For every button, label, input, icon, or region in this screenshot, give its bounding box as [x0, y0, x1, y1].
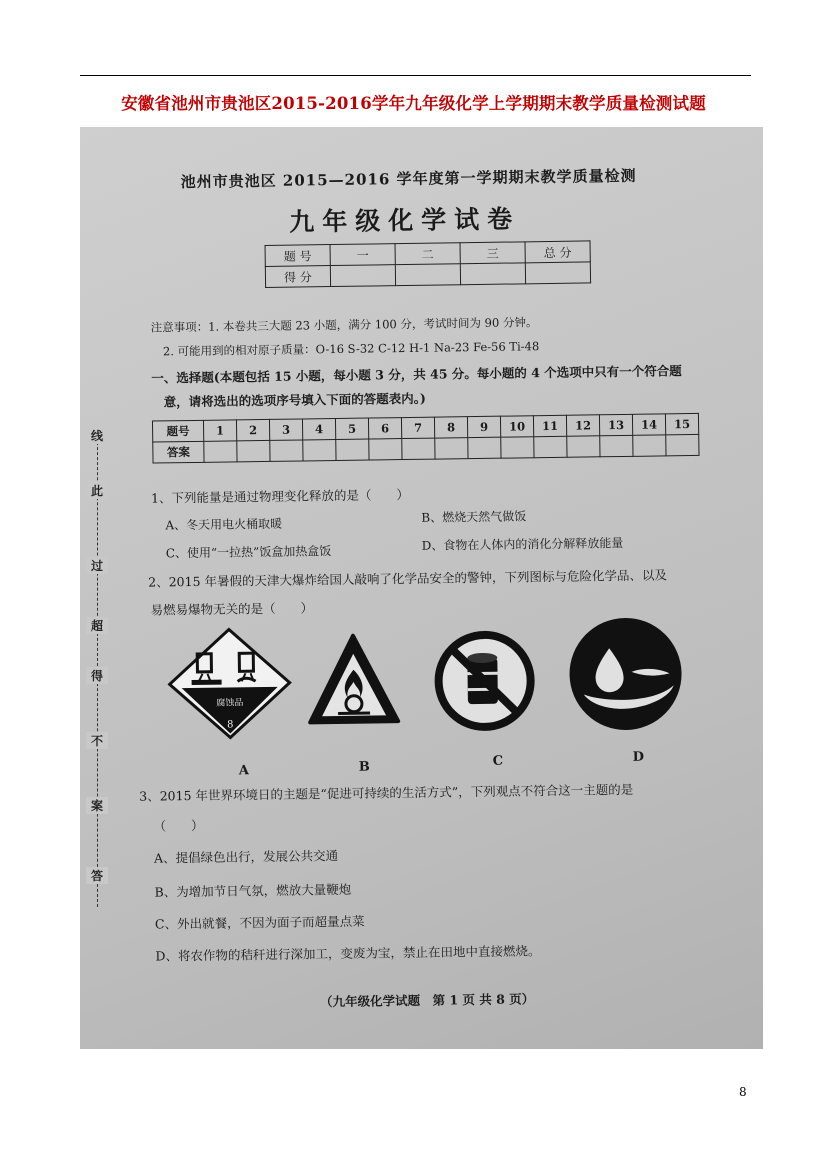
no-barrel-icon [433, 629, 536, 732]
question-1-option-b: B、燃烧天然气做饭 [421, 509, 527, 525]
answer-row-label: 答案 [153, 441, 204, 463]
header-rule [80, 75, 751, 76]
answer-number: 3 [269, 419, 302, 440]
question-3-option-d: D、将农作物的秸秆进行深加工，变废为宝，禁止在田地中直接燃烧。 [155, 943, 541, 964]
icon-a-number: 8 [226, 719, 234, 731]
answer-number: 2 [236, 419, 269, 440]
answer-cell [435, 438, 468, 459]
binding-char: 线 [86, 427, 108, 444]
answer-cell [666, 434, 699, 455]
answer-cell [402, 438, 435, 459]
answer-table [152, 413, 700, 464]
page-number: 8 [739, 1085, 747, 1099]
answer-header-label: 题号 [152, 420, 203, 442]
question-1-option-a: A、冬天用电火桶取暖 [165, 516, 283, 533]
score-cell [460, 263, 525, 285]
document-title: 安徽省池州市贵池区2015-2016学年九年级化学上学期期末教学质量检测试题 [121, 94, 706, 113]
water-drop-icon [565, 613, 687, 735]
binding-char: 答 [86, 867, 108, 884]
icon-label-b: B [358, 759, 370, 775]
note-line: 2. 可能用到的相对原子质量：O-16 S-32 C-12 H-1 Na-23 Fe-56 Ti-48 [162, 339, 540, 359]
answer-number: 14 [632, 414, 665, 435]
exam-photo [80, 127, 763, 1049]
answer-cell [600, 435, 633, 456]
question-1-option-c: C、使用“一拉热”饭盒加热盒饭 [165, 544, 332, 561]
answer-number: 12 [566, 415, 599, 436]
corrosive-hazard-icon [167, 627, 299, 741]
answer-number: 8 [434, 417, 467, 438]
icon-a-text: 腐蚀品 [216, 698, 244, 709]
answer-cell [633, 435, 666, 456]
score-cell: 总 分 [525, 241, 590, 263]
exam-title: 九年级化学试卷 [289, 204, 521, 237]
answer-cell [204, 441, 237, 462]
answer-number: 4 [302, 418, 335, 439]
question-2-stem: 2、2015 年暑假的天津大爆炸给国人敲响了化学品安全的警钟，下列图标与危险化学品、以及 [148, 567, 668, 590]
answer-cell [534, 436, 567, 457]
score-table [265, 240, 592, 288]
answer-number: 13 [599, 414, 632, 435]
score-cell [330, 265, 395, 287]
answer-number: 7 [401, 417, 434, 438]
binding-char: 不 [86, 732, 108, 749]
answer-cell [237, 440, 270, 461]
score-cell [395, 264, 460, 286]
score-cell: 题 号 [265, 245, 330, 267]
section-heading: 一、选择题(本题包括 15 小题，每小题 3 分，共 45 分。每小题的 4 个选项中只有一个符合题 [151, 363, 682, 386]
answer-number: 6 [368, 418, 401, 439]
binding-char: 超 [86, 617, 108, 634]
binding-margin [86, 427, 110, 907]
answer-number: 15 [665, 413, 698, 434]
answer-number: 9 [467, 416, 500, 437]
icon-label-d: D [632, 749, 645, 765]
question-1-option-d: D、食物在人体内的消化分解释放能量 [421, 535, 624, 553]
question-3-option-a: A、提倡绿色出行，发展公共交通 [153, 847, 339, 866]
section-heading: 意，请将选出的选项序号填入下面的答题表内。) [163, 390, 426, 410]
question-3-stem-line2: （ ） [153, 817, 204, 834]
answer-number: 1 [203, 420, 236, 441]
exam-paper [118, 128, 763, 1042]
question-2-stem-line2: 易燃易爆物无关的是（ ） [150, 600, 314, 618]
answer-cell [567, 436, 600, 457]
answer-cell [336, 439, 369, 460]
question-3-option-b: B、为增加节日气氛，燃放大量鞭炮 [154, 881, 352, 900]
score-cell: 一 [330, 244, 395, 266]
answer-cell [501, 437, 534, 458]
answer-number: 5 [335, 418, 368, 439]
answer-number: 10 [500, 416, 533, 437]
answer-cell [270, 440, 303, 461]
answer-cell [369, 439, 402, 460]
binding-char: 此 [86, 482, 108, 499]
question-1-stem: 1、下列能量是通过物理变化释放的是（ ） [150, 486, 410, 506]
question-3-option-c: C、外出就餐，不因为面子而超量点菜 [154, 913, 365, 932]
exam-footer: （九年级化学试题 第 1 页 共 8 页） [319, 991, 535, 1010]
oxidizer-warning-icon [305, 631, 402, 728]
score-cell [525, 262, 590, 284]
icon-label-a: A [238, 763, 250, 779]
score-cell: 二 [395, 243, 460, 265]
note-line: 注意事项：1. 本卷共三大题 23 小题，满分 100 分，考试时间为 90 分钟。 [150, 315, 538, 335]
score-cell: 得 分 [265, 266, 330, 288]
answer-cell [303, 439, 336, 460]
binding-char: 案 [86, 797, 108, 814]
icon-label-c: C [492, 753, 504, 769]
question-3-stem: 3、2015 年世界环境日的主题是“促进可持续的生活方式”，下列观点不符合这一主题的是 [139, 781, 634, 804]
exam-header: 池州市贵池区 2015—2016 学年度第一学期期末教学质量检测 [180, 166, 637, 192]
binding-char: 得 [86, 667, 108, 684]
score-cell: 三 [460, 242, 525, 264]
answer-cell [468, 437, 501, 458]
answer-number: 11 [533, 415, 566, 436]
binding-char: 过 [86, 557, 108, 574]
